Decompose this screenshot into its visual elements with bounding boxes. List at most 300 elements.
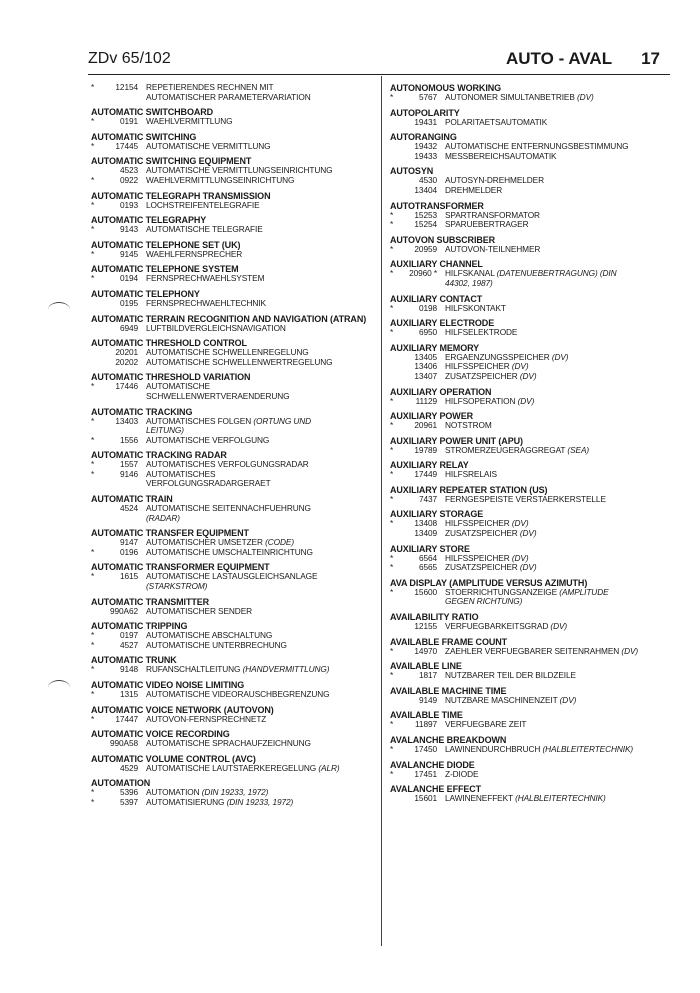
translation-text: AUTOVON-FERNSPRECHNETZ	[146, 713, 267, 724]
translation	[445, 720, 675, 730]
translation-text: WAEHLVERMITTLUNGSEINRICHTUNG	[146, 174, 295, 185]
translation	[146, 641, 376, 651]
translation-line	[390, 220, 675, 230]
translation-line	[91, 358, 376, 368]
translation-line	[390, 770, 675, 780]
star-marker	[91, 479, 103, 489]
star-marker	[91, 299, 103, 309]
entry-number	[103, 514, 146, 524]
star-marker	[91, 392, 103, 402]
translation-text: AUTOVON-TEILNEHMER	[445, 243, 541, 254]
translation-note: LEITUNG)	[146, 425, 184, 436]
entry-number: 15601	[414, 793, 437, 804]
entry-term: AUTORANGING	[390, 132, 457, 143]
entry-number: 11897	[415, 719, 437, 730]
translation-text: AUTOMATISCHE SCHWELLENREGELUNG	[146, 347, 309, 358]
translation	[445, 470, 675, 480]
translation	[445, 245, 675, 255]
translation-line	[91, 665, 376, 675]
translation-note: (DATENUEBERTRAGUNG) (DIN	[496, 268, 617, 279]
dictionary-entry	[91, 680, 376, 700]
entry-term: AUTONOMOUS WORKING	[390, 83, 502, 93]
star-marker: *	[390, 243, 394, 254]
translation-line	[390, 446, 675, 456]
entry-number: 13403	[115, 415, 138, 426]
entry-number: 19789	[414, 444, 437, 455]
entry-term: AUTOMATIC TRANSFER EQUIPMENT	[91, 528, 249, 539]
dictionary-entry	[390, 637, 675, 657]
translation-line	[390, 93, 675, 103]
dictionary-entry	[91, 314, 376, 334]
star-marker: *	[390, 645, 394, 656]
star-marker: *	[390, 562, 394, 573]
entry-number: 7437	[418, 493, 437, 504]
entry-number: 4523	[119, 165, 138, 176]
dictionary-entry	[390, 132, 675, 161]
entry-term: AUTOMATIC TRIPPING	[91, 621, 188, 632]
translation	[445, 495, 675, 505]
translation-line	[91, 514, 376, 524]
entry-term: AUTOMATIC SWITCHBOARD	[91, 107, 214, 118]
star-marker: *	[390, 744, 394, 754]
star-marker: *	[390, 552, 394, 563]
translation	[445, 118, 675, 128]
dictionary-entry	[390, 661, 675, 681]
entry-term: AUTOMATIC SWITCHING	[91, 131, 197, 142]
translation-line	[91, 764, 376, 774]
dictionary-entry	[390, 259, 675, 288]
entry-number: 0196	[119, 546, 138, 557]
translation-note: (DV)	[559, 694, 577, 705]
dictionary-entry	[91, 705, 376, 725]
dictionary-entry	[390, 710, 675, 730]
entry-term: AUXILIARY REPEATER STATION (US)	[390, 484, 548, 495]
star-marker: *	[91, 381, 95, 392]
star-marker: *	[390, 586, 394, 597]
star-marker: *	[390, 395, 394, 406]
star-marker: *	[390, 219, 394, 230]
translation	[445, 152, 675, 162]
translation	[445, 647, 675, 657]
translation-text: LUFTBILDVERGLEICHSNAVIGATION	[146, 322, 286, 333]
entry-number: 13406	[414, 361, 437, 372]
entry-term: AVALANCHE EFFECT	[390, 784, 482, 795]
translation	[146, 514, 376, 524]
entry-term: AVAILABILITY RATIO	[390, 612, 479, 623]
translation-note: (HALBLEITERTECHNIK)	[515, 793, 606, 804]
dictionary-entry	[91, 450, 376, 489]
dictionary-entry	[390, 201, 675, 230]
star-marker: *	[91, 796, 95, 807]
entry-number: 20961	[414, 420, 437, 431]
star-marker: *	[390, 209, 394, 220]
translation-line	[91, 417, 376, 427]
entry-term: AUXILIARY OPERATION	[390, 386, 492, 397]
translation	[445, 745, 675, 755]
translation-note: 44302, 1987)	[445, 277, 493, 288]
star-marker	[390, 372, 402, 382]
entry-number: 1556	[119, 434, 138, 445]
translation	[146, 607, 376, 617]
entry-number: 6949	[119, 322, 138, 333]
dictionary-entry	[91, 621, 376, 650]
translation-text: AUTOMATISCHE VERMITTLUNGSEINRICHTUNG	[146, 165, 333, 176]
translation-text: MESSBEREICHSAUTOMATIK	[445, 150, 557, 161]
translation-note: (STARKSTROM)	[146, 581, 208, 592]
entry-term: AUTOVON SUBSCRIBER	[390, 234, 496, 245]
translation	[445, 597, 675, 607]
entry-number: 4524	[119, 503, 138, 514]
column-divider	[381, 76, 382, 946]
translation-text: ERGAENZUNGSSPEICHER	[445, 351, 552, 362]
translation-text: HILFSSPEICHER	[445, 361, 512, 372]
entry-term: AUTOMATIC TELEGRAPH TRANSMISSION	[91, 190, 271, 201]
entry-number: 11129	[415, 395, 437, 406]
translation-text: LAWINENDURCHBRUCH	[445, 744, 543, 754]
translation-note: GEGEN RICHTUNG)	[445, 596, 523, 607]
entry-number: 13407	[414, 370, 437, 381]
star-marker: *	[390, 719, 394, 730]
entry-number: 20959	[414, 243, 437, 254]
translation-text: NUTZBARE MASCHINENZEIT	[445, 694, 560, 705]
translation-note: (SEA)	[567, 444, 590, 455]
star-marker	[390, 142, 402, 152]
translation-text: ZUSATZSPEICHER	[445, 370, 520, 381]
translation-text: SPARUEBERTRAGER	[445, 219, 529, 230]
punch-hole-mark	[48, 302, 70, 317]
translation	[445, 794, 675, 804]
translation-line	[390, 397, 675, 407]
translation-text: ZUSATZSPEICHER	[445, 528, 520, 539]
translation	[146, 548, 376, 558]
translation-text: AUTOMATISCHE UMSCHALTEINRICHTUNG	[146, 546, 313, 557]
dictionary-entry	[390, 460, 675, 480]
translation-line	[91, 739, 376, 749]
translation-line	[91, 572, 376, 582]
star-marker: *	[390, 302, 394, 313]
entry-number: 13405	[414, 351, 437, 362]
translation-note: (DV)	[511, 361, 529, 372]
dictionary-entry	[91, 289, 376, 309]
translation-note: (DV)	[511, 552, 529, 563]
translation-line	[91, 582, 376, 592]
entry-number	[103, 93, 146, 103]
entry-number: 5397	[119, 796, 138, 807]
translation-line	[91, 690, 376, 700]
entry-number: 13408	[414, 518, 437, 529]
translation-text: FERNSPRECHWAEHLSYSTEM	[146, 273, 265, 284]
star-marker: *	[91, 174, 95, 185]
translation-text: AUTOMATISCHER PARAMETERVARIATION	[146, 91, 311, 102]
entry-term: AUXILIARY POWER	[390, 411, 474, 422]
dictionary-entry	[91, 264, 376, 284]
header-rule	[88, 74, 670, 75]
star-marker: *	[91, 434, 95, 445]
entry-number: 6950	[418, 327, 437, 338]
entry-number: 9145	[119, 248, 138, 259]
translation-line	[390, 647, 675, 657]
dictionary-entry	[91, 754, 376, 774]
translation-line	[390, 186, 675, 196]
star-marker: *	[91, 787, 95, 798]
star-marker	[390, 696, 402, 706]
dictionary-entry	[91, 107, 376, 127]
translation-text: REPETIERENDES RECHNEN MIT	[146, 82, 274, 92]
translation-text: AUTOMATISCHE	[146, 381, 210, 392]
right-column	[390, 83, 675, 809]
entry-term: AUTOMATIC TRUNK	[91, 655, 177, 666]
entry-number: 19431	[414, 116, 437, 127]
translation-text: AUTOSYN-DREHMELDER	[445, 175, 545, 186]
translation	[445, 770, 675, 780]
translation-text: AUTOMATISCHE SCHWELLENWERTREGELUNG	[146, 356, 333, 367]
entry-number	[103, 392, 146, 402]
entry-number: 5396	[119, 787, 138, 798]
star-marker	[91, 514, 103, 524]
entry-term: AUTOSYN	[390, 166, 434, 177]
translation-text: AUTOMATISCHE SPRACHAUFZEICHNUNG	[146, 738, 311, 749]
star-marker: *	[390, 420, 394, 431]
translation-text: WAEHLVERMITTLUNG	[146, 116, 233, 127]
dictionary-entry	[390, 485, 675, 505]
translation-text: AUTOMATISCHE TELEGRAFIE	[146, 224, 263, 235]
star-marker: *	[91, 546, 95, 557]
translation-text: AUTONOMER SIMULTANBETRIEB	[445, 92, 578, 102]
translation	[146, 665, 376, 675]
entry-term: AVA DISPLAY (AMPLITUDE VERSUS AZIMUTH)	[390, 577, 588, 588]
translation-line	[91, 715, 376, 725]
translation-text: AUTOMATISCHER UMSETZER	[146, 537, 266, 548]
entry-number: 14970	[414, 645, 437, 656]
entry-number: 20960 *	[409, 268, 437, 279]
translation	[445, 696, 675, 706]
entry-number: 0193	[119, 199, 138, 210]
translation-line	[390, 720, 675, 730]
translation-line	[390, 588, 675, 598]
dictionary-entry	[91, 83, 376, 102]
translation-text: AUTOMATISCHE SEITENNACHFUEHRUNG	[146, 503, 311, 514]
document-id: ZDv 65/102	[88, 50, 171, 67]
translation-line	[390, 152, 675, 162]
entry-number: 17446	[115, 381, 138, 392]
dictionary-entry	[91, 372, 376, 401]
entry-term: AVAILABLE MACHINE TIME	[390, 685, 507, 696]
entry-number: 1557	[119, 459, 138, 470]
dictionary-entry	[91, 132, 376, 152]
translation-line	[91, 93, 376, 103]
entry-term: AUXILIARY CONTACT	[390, 293, 483, 304]
star-marker	[91, 739, 103, 749]
star-marker	[91, 504, 103, 514]
dictionary-entry	[91, 407, 376, 446]
dictionary-entry	[390, 436, 675, 456]
entry-number: 9146	[119, 468, 138, 479]
translation-line	[390, 304, 675, 314]
dictionary-entry	[91, 338, 376, 367]
translation-line	[390, 495, 675, 505]
entry-number: 1315	[119, 689, 138, 699]
translation-line	[91, 479, 376, 489]
entry-term: AUXILIARY STORE	[390, 543, 470, 554]
translation-text: HILFSSPEICHER	[445, 552, 512, 563]
dictionary-entry	[390, 612, 675, 632]
star-marker: *	[91, 630, 95, 641]
entry-number: 15253	[414, 209, 437, 220]
entry-term: AVALANCHE DIODE	[390, 759, 475, 770]
dictionary-entry	[91, 494, 376, 523]
dictionary-entry	[390, 108, 675, 128]
left-column	[91, 83, 376, 813]
star-marker	[390, 794, 402, 804]
dictionary-entry	[390, 509, 675, 538]
translation-text: AUTOMATISIERUNG	[146, 796, 227, 807]
entry-term: AUXILIARY CHANNEL	[390, 259, 483, 270]
star-marker: *	[390, 327, 394, 338]
translation-line	[390, 118, 675, 128]
translation-note: (DV)	[577, 92, 594, 102]
translation	[146, 358, 376, 368]
translation-line	[91, 436, 376, 446]
entry-number: 9149	[418, 694, 437, 705]
dictionary-entry	[91, 156, 376, 185]
entry-term: AVALANCHE BREAKDOWN	[390, 735, 507, 745]
entry-number: 9143	[119, 224, 138, 235]
entry-term: AVAILABLE TIME	[390, 710, 463, 721]
dictionary-entry	[390, 686, 675, 706]
translation-note: (DV)	[519, 528, 537, 539]
entry-term: AUTOMATIC TRACKING	[91, 406, 193, 417]
punch-hole-mark	[48, 680, 70, 695]
translation	[146, 764, 376, 774]
entry-term: AVAILABLE LINE	[390, 661, 462, 672]
star-marker: *	[91, 664, 95, 675]
entry-term: AUXILIARY STORAGE	[390, 509, 484, 520]
translation	[445, 304, 675, 314]
translation-line	[390, 372, 675, 382]
dictionary-entry	[91, 215, 376, 235]
entry-number	[103, 479, 146, 489]
translation	[445, 446, 675, 456]
translation	[445, 93, 675, 103]
translation	[146, 504, 376, 514]
star-marker: *	[91, 459, 95, 470]
entry-number: 17445	[115, 140, 138, 151]
translation	[146, 479, 376, 489]
entry-number: 17451	[414, 768, 437, 779]
translation-text: VERFUEGBARE ZEIT	[445, 719, 527, 730]
star-marker: *	[390, 92, 394, 102]
translation-line	[91, 250, 376, 260]
entry-number: 9148	[119, 664, 138, 675]
entry-number: 19433	[414, 150, 437, 161]
entry-number: 4527	[119, 639, 138, 650]
translation-note: (AMPLITUDE	[559, 586, 609, 597]
translation	[146, 225, 376, 235]
star-marker	[390, 279, 402, 289]
translation-text: LOCHSTREIFENTELEGRAFIE	[146, 199, 260, 210]
translation-line	[390, 597, 675, 607]
translation-note: (DIN 19233, 1972)	[201, 787, 269, 798]
translation-text: AUTOMATION	[146, 787, 202, 798]
dictionary-entry	[91, 240, 376, 260]
entry-term: AUTOMATIC TRANSMITTER	[91, 596, 210, 607]
dictionary-entry	[390, 235, 675, 255]
dictionary-entry	[91, 729, 376, 749]
star-marker	[390, 622, 402, 632]
translation-text: ZAEHLER VERFUEGBARER SEITENRAHMEN	[445, 645, 622, 656]
dictionary-entry	[91, 562, 376, 591]
dictionary-entry	[390, 294, 675, 314]
translation-line	[390, 328, 675, 338]
star-marker	[91, 348, 103, 358]
entry-number: 13404	[414, 184, 437, 195]
translation-text: POLARITAETSAUTOMATIK	[445, 116, 548, 127]
star-marker	[91, 358, 103, 368]
translation-text: AUTOMATISCHE LAUTSTAERKEREGELUNG	[146, 762, 319, 773]
translation	[146, 739, 376, 749]
dictionary-entry	[91, 778, 376, 807]
entry-term: AVAILABLE FRAME COUNT	[390, 636, 508, 647]
entry-number	[402, 279, 445, 289]
entry-number: 17450	[414, 744, 437, 754]
translation-text: AUTOMATISCHE UNTERBRECHUNG	[146, 639, 287, 650]
entry-number: 20202	[115, 356, 138, 367]
translation	[146, 436, 376, 446]
entry-number: 0194	[119, 273, 138, 284]
translation	[146, 142, 376, 152]
entry-number: 19432	[414, 141, 437, 152]
translation-line	[390, 269, 675, 279]
translation-line	[91, 798, 376, 808]
translation-note: (CODE)	[265, 537, 294, 548]
translation-note: (DV)	[517, 395, 535, 406]
dictionary-entry	[390, 784, 675, 804]
star-marker: *	[91, 224, 95, 235]
entry-term: AUTOMATION	[91, 778, 151, 789]
translation	[146, 582, 376, 592]
dictionary-entry	[91, 655, 376, 675]
star-marker	[390, 362, 402, 372]
entry-number: 1817	[418, 670, 437, 681]
dictionary-entry	[91, 528, 376, 557]
entry-number: 5767	[418, 92, 437, 102]
entry-term: AUTOMATIC THRESHOLD CONTROL	[91, 338, 247, 349]
star-marker: *	[91, 415, 95, 426]
entry-number: 4530	[418, 175, 437, 186]
translation-line	[91, 607, 376, 617]
translation-line	[390, 279, 675, 289]
star-marker: *	[390, 469, 394, 480]
translation-note: (HANDVERMITTLUNG)	[242, 664, 330, 675]
translation-line	[390, 529, 675, 539]
dictionary-entry	[91, 191, 376, 211]
translation-line	[91, 142, 376, 152]
star-marker: *	[91, 82, 95, 92]
entry-term: AUTOMATIC VOLUME CONTROL (AVC)	[91, 753, 256, 764]
translation-line	[390, 622, 675, 632]
translation-line	[91, 504, 376, 514]
translation-text: AUTOMATISCHES VERFOLGUNGSRADAR	[146, 459, 309, 470]
entry-term: AUTOMATIC VIDEO NOISE LIMITING	[91, 680, 245, 690]
translation-line	[91, 201, 376, 211]
translation-line	[390, 794, 675, 804]
translation-text: STROMERZEUGERAGGREGAT	[445, 444, 568, 455]
entry-term: AUTOMATIC TRANSFORMER EQUIPMENT	[91, 562, 270, 573]
translation	[445, 622, 675, 632]
translation-text: LAWINENEFFEKT	[445, 793, 516, 804]
translation-note: (ORTUNG UND	[253, 415, 312, 426]
entry-number: 6565	[418, 562, 437, 573]
